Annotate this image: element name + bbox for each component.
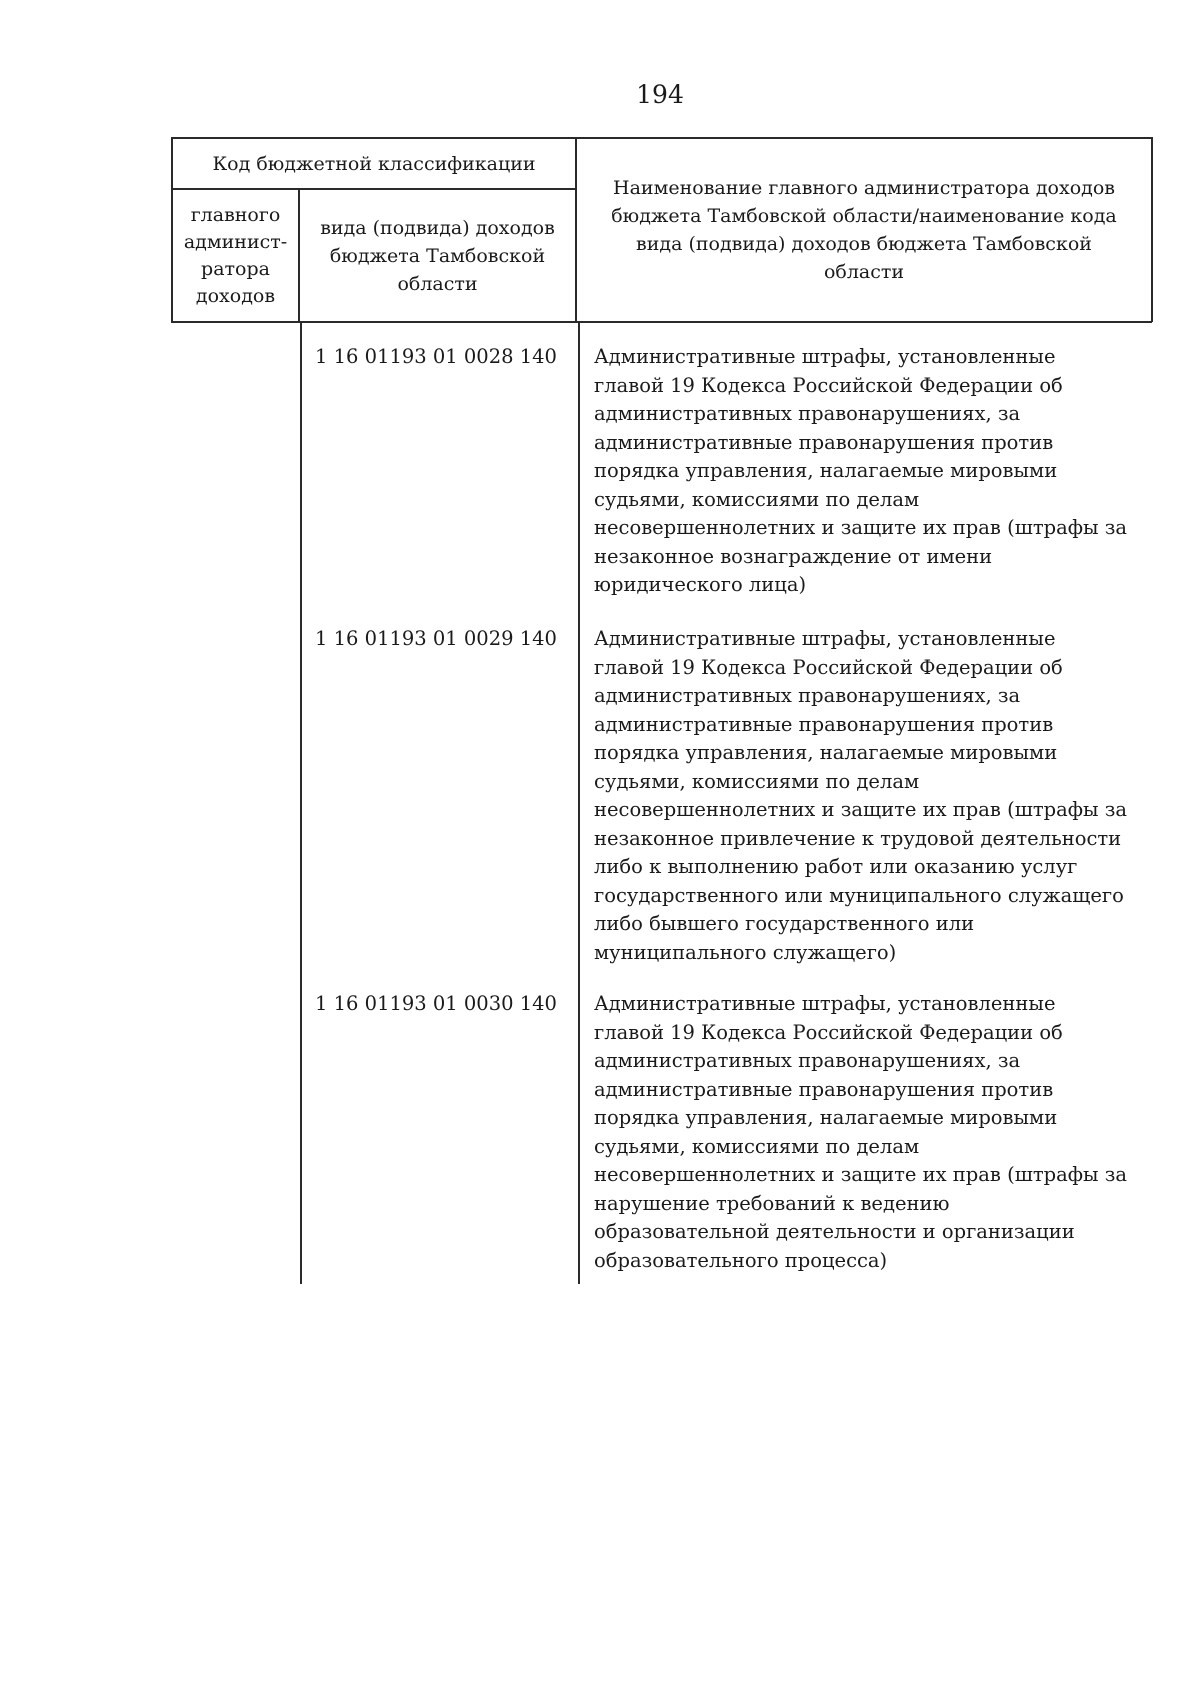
- header-admin-code: главного админист- ратора доходов: [183, 203, 288, 307]
- header-income-code: вида (подвида) доходов бюджета Тамбовской области: [320, 216, 555, 295]
- body-col2-col3-divider: [578, 321, 580, 1284]
- header-group-label: Код бюджетной классификации: [212, 152, 536, 175]
- table-row-code: 1 16 01193 01 0029 140: [315, 627, 557, 650]
- table-row-code: 1 16 01193 01 0028 140: [315, 345, 557, 368]
- table-row-description: Административные штрафы, установленные главой 19 Кодекса Российской Федерации об административных правонарушениях, за административные правонарушения против порядка управления, налагаемые мировыми судьями, комиссиями по делам несовершеннолетних и защите их прав (штрафы за незаконное вознаграждение от имени юридического лица): [594, 345, 1127, 596]
- table-row-code: 1 16 01193 01 0030 140: [315, 992, 557, 1015]
- page-number: 194: [636, 80, 684, 109]
- table-row-description: Административные штрафы, установленные главой 19 Кодекса Российской Федерации об административных правонарушениях, за административные правонарушения против порядка управления, налагаемые мировыми судьями, комиссиями по делам несовершеннолетних и защите их прав (штрафы за нарушение требований к ведению образовательной деятельности и организации образовательного процесса): [594, 992, 1127, 1272]
- table-row-description: Административные штрафы, установленные главой 19 Кодекса Российской Федерации об административных правонарушениях, за административные правонарушения против порядка управления, налагаемые мировыми судьями, комиссиями по делам несовершеннолетних и защите их прав (штрафы за незаконное привлечение к трудовой деятельности либо к выполнению работ или оказанию услуг государственного или муниципального служащего либо бывшего государственного или муниципального служащего): [594, 627, 1127, 964]
- table-right-border: [1151, 137, 1153, 322]
- body-col1-col2-divider: [300, 321, 302, 1284]
- header-bottom-border: [171, 321, 1152, 323]
- header-description: Наименование главного администратора доходов бюджета Тамбовской области/наименование кода вида (подвида) доходов бюджета Тамбовской области: [611, 177, 1117, 283]
